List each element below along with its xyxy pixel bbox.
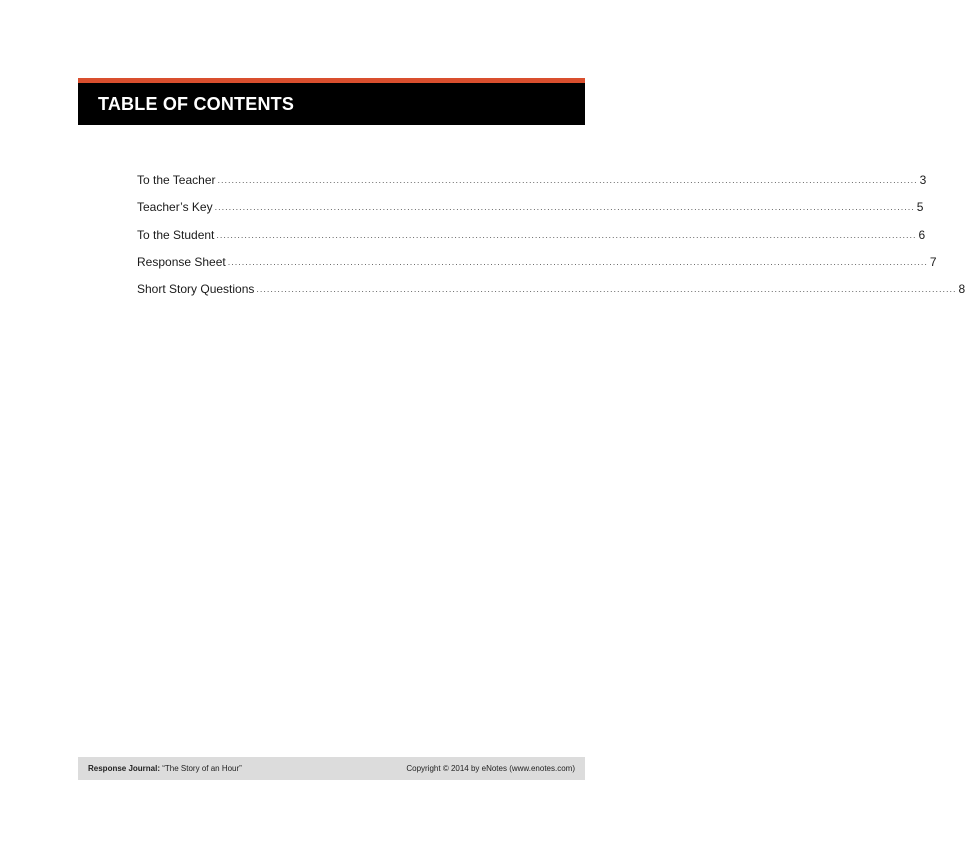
table-of-contents	[137, 173, 965, 309]
toc-entry-label: Teacher’s Key	[137, 200, 213, 215]
toc-leader-dots: ........................................................................................................................................................................................................	[256, 284, 957, 295]
accent-stripe	[78, 78, 585, 83]
toc-entry[interactable]	[137, 282, 965, 309]
toc-entry[interactable]	[137, 227, 926, 255]
toc-entry[interactable]	[137, 173, 927, 200]
toc-entry-page: 5	[916, 200, 924, 215]
page-footer	[78, 757, 585, 780]
toc-entry[interactable]	[137, 254, 937, 282]
page-title: TABLE OF CONTENTS	[98, 94, 295, 114]
footer-journal-label: Response Journal:	[88, 764, 161, 773]
toc-entry[interactable]	[137, 200, 924, 227]
toc-leader-dots: ........................................................................................................................................................................................................	[217, 175, 918, 185]
toc-entry-page: 3	[919, 173, 927, 187]
toc-entry-label: Response Sheet	[137, 254, 226, 269]
footer-journal-title: “The Story of an Hour”	[162, 764, 242, 773]
toc-entry-page: 6	[918, 227, 926, 242]
footer-copyright: Copyright © 2014 by eNotes (www.enotes.com)	[406, 764, 575, 773]
toc-entry-label: To the Teacher	[137, 173, 216, 187]
toc-entry-page: 7	[929, 254, 937, 269]
toc-leader-dots: ........................................................................................................................................................................................................	[227, 256, 928, 267]
toc-leader-dots: ........................................................................................................................................................................................................	[214, 202, 915, 213]
toc-entry-label: Short Story Questions	[137, 282, 255, 297]
footer-journal-info	[88, 764, 242, 773]
toc-leader-dots: ........................................................................................................................................................................................................	[216, 229, 917, 240]
title-banner	[78, 78, 585, 125]
toc-entry-page: 8	[958, 282, 965, 297]
toc-entry-label: To the Student	[137, 227, 215, 242]
